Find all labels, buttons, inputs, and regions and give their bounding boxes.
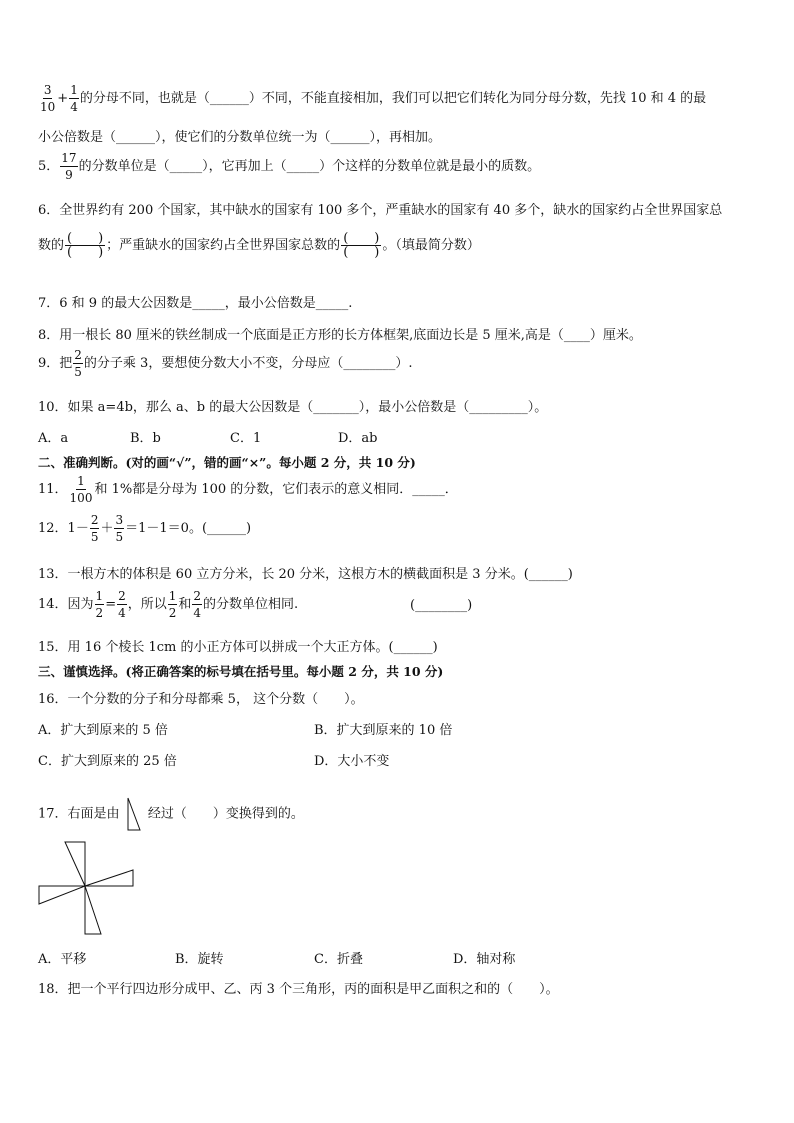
q17-option-a[interactable]: A．平移	[38, 952, 87, 967]
q15: 15．用 16 个棱长 1cm 的小正方体可以拼成一个大正方体。(______)	[38, 640, 438, 655]
q9: 9．把 $\frac{2}{5}$ 的分子乘 3，要想使分数大小不变，分母应（________）.	[38, 348, 413, 379]
fraction-1-2: $\frac{1}{2}$	[168, 589, 177, 620]
q17-option-b[interactable]: B．旋转	[175, 952, 224, 967]
q16-option-a[interactable]: A．扩大到原来的 5 倍	[38, 723, 168, 738]
fraction-3-5: $\frac{3}{5}$	[115, 513, 124, 544]
q11: 11． $\frac{1}{100}$ 和 1%都是分母为 100 的分数，它们表示的意义相同．_____．	[38, 474, 458, 505]
q5: 5． $\frac{17}{9}$ 的分数单位是（_____），它再加上（_____）个这样的分数单位就是最小的质数。	[38, 151, 541, 182]
q10: 10．如果 a=4b，那么 a、b 的最大公因数是（_______），最小公倍数是（_________）。	[38, 400, 548, 415]
q10-option-c[interactable]: C．1	[230, 431, 262, 446]
fraction-1-100: $\frac{1}{100}$	[69, 474, 93, 505]
fraction-3-10: $\frac{3}{10}$	[40, 83, 56, 114]
q16-option-c[interactable]: C．扩大到原来的 25 倍	[38, 754, 177, 769]
q7: 7．6 和 9 的最大公因数是_____，最小公倍数是_____.	[38, 296, 353, 311]
q6-line1: 6．全世界约有 200 个国家，其中缺水的国家有 100 多个，严重缺水的国家有 40 多个，缺水的国家约占全世界国家总	[38, 203, 723, 218]
q14-answer-blank[interactable]: (________)	[410, 598, 473, 613]
answer-fraction-blank-2[interactable]: $\frac{( )}{( )}$	[343, 231, 380, 260]
q10-option-b[interactable]: B．b	[130, 431, 161, 446]
fraction-2-5: $\frac{2}{5}$	[90, 513, 99, 544]
answer-fraction-blank-1[interactable]: $\frac{( )}{( )}$	[67, 231, 104, 260]
q10-option-d[interactable]: D．ab	[338, 431, 378, 446]
q4-text: 的分母不同，也就是（______）不同，不能直接相加，我们可以把它们转化为同分母分数，先找 10 和 4 的最	[79, 91, 707, 106]
triangle-icon	[127, 797, 141, 831]
q14: 14．因为 $\frac{1}{2}$ = $\frac{2}{4}$ ，所以 $\frac{1}{2}$ 和 $\frac{2}{4}$ 的分数单位相同.	[38, 589, 299, 620]
q4-line1: $\frac{3}{10}$ + $\frac{1}{4}$ 的分母不同，也就是（______）不同，不能直接相加，我们可以把它们转化为同分母分数，先找 10 和 4 的最	[40, 83, 707, 114]
section-2-heading: 二、准确判断。(对的画“√”，错的画“×”。每小题 2 分，共 10 分)	[38, 455, 416, 470]
q17: 17．右面是由 经过（ ）变换得到的。	[38, 797, 304, 831]
q4-line2: 小公倍数是（______），使它们的分数单位统一为（______），再相加。	[38, 130, 442, 145]
fraction-2-4: $\frac{2}{4}$	[193, 589, 202, 620]
fraction-17-9: $\frac{17}{9}$	[61, 151, 77, 182]
q16-option-b[interactable]: B．扩大到原来的 10 倍	[314, 723, 453, 738]
q16-option-d[interactable]: D．大小不变	[314, 754, 390, 769]
q6-line2: 数的 $\frac{( )}{( )}$ ；严重缺水的国家约占全世界国家总数的 $\frac{( )}{( )}$ 。（填最简分数）	[38, 231, 480, 260]
section-3-heading: 三、谨慎选择。(将正确答案的标号填在括号里。每小题 2 分，共 10 分)	[38, 664, 444, 679]
q16: 16．一个分数的分子和分母都乘 5， 这个分数（ ）。	[38, 692, 364, 707]
fraction-1-4: $\frac{1}{4}$	[70, 83, 78, 114]
q10-option-a[interactable]: A．a	[38, 431, 69, 446]
q8: 8．用一根长 80 厘米的铁丝制成一个底面是正方形的长方体框架,底面边长是 5 厘米,高是（____）厘米。	[38, 328, 642, 343]
q17-option-c[interactable]: C．折叠	[314, 952, 363, 967]
fraction-2-5: $\frac{2}{5}$	[74, 348, 82, 379]
q13: 13．一根方木的体积是 60 立方分米，长 20 分米，这根方木的横截面积是 3 分米。(______)	[38, 567, 573, 582]
rotated-triangles-figure	[35, 838, 165, 938]
q17-option-d[interactable]: D．轴对称	[453, 952, 516, 967]
fraction-1-2: $\frac{1}{2}$	[95, 589, 104, 620]
q12: 12．1－ $\frac{2}{5}$ ＋ $\frac{3}{5}$ ＝1－1＝0。(______)	[38, 513, 252, 544]
q18: 18．把一个平行四边形分成甲、乙、丙 3 个三角形，丙的面积是甲乙面积之和的（ ）。	[38, 982, 559, 997]
fraction-2-4: $\frac{2}{4}$	[118, 589, 126, 620]
